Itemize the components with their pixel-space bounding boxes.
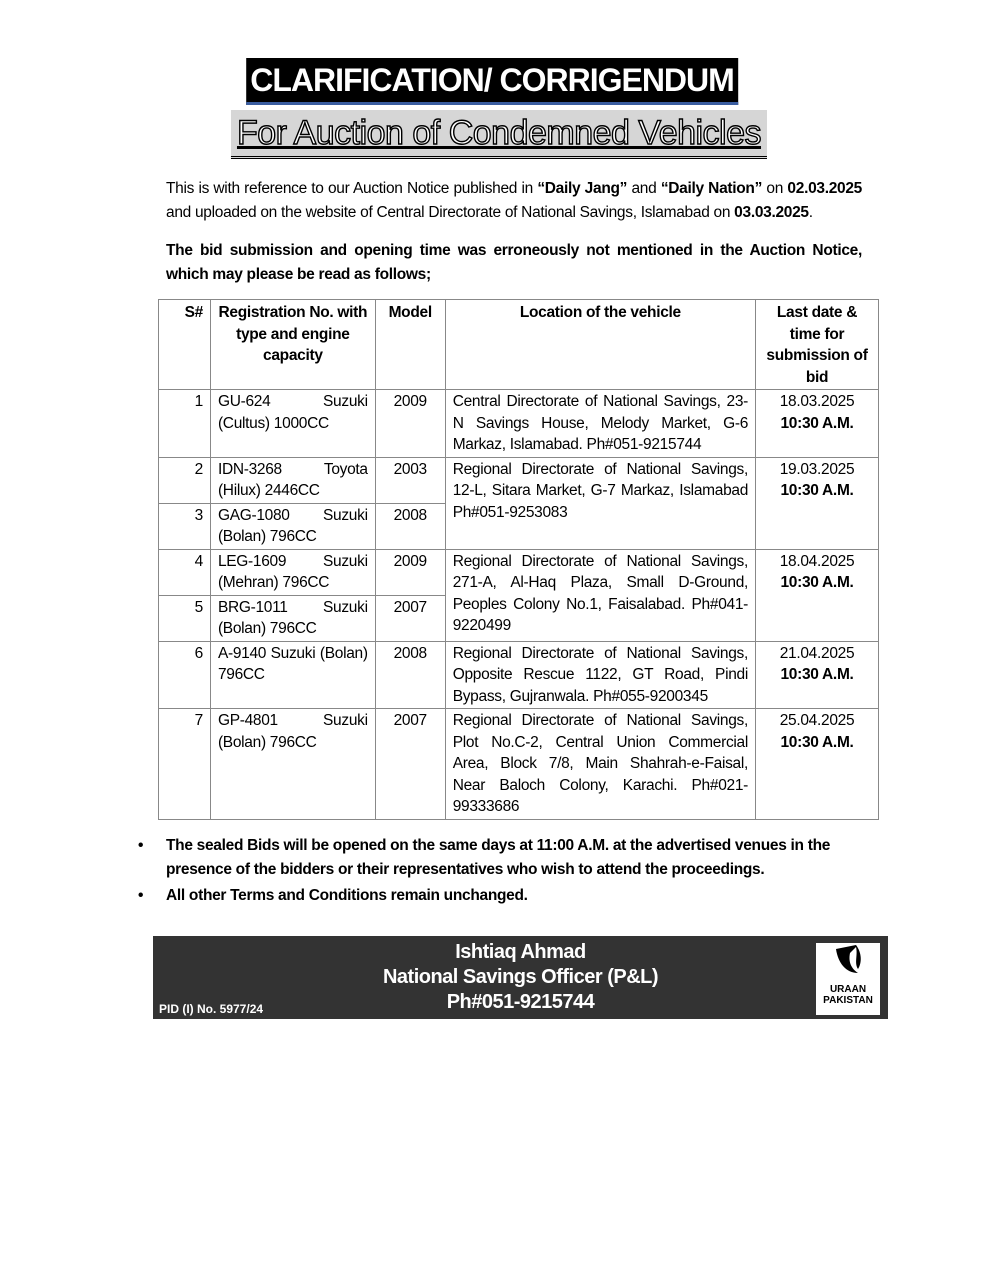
header-sn: S#: [159, 300, 211, 390]
cell-date: 18.03.2025 10:30 A.M.: [756, 390, 879, 458]
table-row: [159, 549, 879, 595]
cell-reg: A-9140 Suzuki (Bolan) 796CC: [210, 641, 375, 709]
header-registration: Registration No. with type and engine capacity: [210, 300, 375, 390]
cell-sn: 5: [159, 595, 211, 641]
cell-date: 18.04.2025 10:30 A.M.: [756, 549, 879, 641]
header-location: Location of the vehicle: [445, 300, 755, 390]
table-row: [159, 709, 879, 820]
cell-reg: GP-4801 Suzuki (Bolan) 796CC: [210, 709, 375, 820]
cell-reg: GAG-1080 Suzuki (Bolan) 796CC: [210, 503, 375, 549]
cell-sn: 2: [159, 457, 211, 503]
cell-date: 19.03.2025 10:30 A.M.: [756, 457, 879, 549]
cell-location: Regional Directorate of National Savings, Plot No.C-2, Central Union Commercial Area, Block 7/8, Main Shahrah-e-Faisal, Near Baloch Colony, Karachi. Ph#021-99333686: [445, 709, 755, 820]
signature-footer: [153, 936, 888, 1019]
cell-sn: 6: [159, 641, 211, 709]
intro-paragraph: This is with reference to our Auction Notice published in “Daily Jang” and “Daily Nation” on 02.03.2025 and uploaded on the website of Central Directorate of National Savings, Islamabad on 03.03.2025.: [166, 180, 862, 221]
cell-reg: GU-624 Suzuki (Cultus) 1000CC: [210, 390, 375, 458]
header-last-date: Last date & time for submission of bid: [756, 300, 879, 390]
cell-location: Regional Directorate of National Savings, Opposite Rescue 1122, GT Road, Pindi Bypass, Gujranwala. Ph#055-9200345: [445, 641, 755, 709]
cell-sn: 7: [159, 709, 211, 820]
cell-location: Regional Directorate of National Savings, 271-A, Al-Haq Plaza, Small D-Ground, Peoples Colony No.1, Faisalabad. Ph#041-9220499: [445, 549, 755, 641]
cell-model: 2009: [375, 549, 445, 595]
subtitle: For Auction of Condemned Vehicles: [231, 110, 767, 159]
cell-model: 2007: [375, 709, 445, 820]
table-row: [159, 457, 879, 503]
cell-sn: 3: [159, 503, 211, 549]
cell-location: Regional Directorate of National Savings, 12-L, Sitara Market, G-7 Markaz, Islamabad Ph#051-9253083: [445, 457, 755, 549]
cell-location: Central Directorate of National Savings, 23-N Savings House, Melody Market, G-6 Markaz, Islamabad. Ph#051-9215744: [445, 390, 755, 458]
cell-reg: IDN-3268 Toyota (Hilux) 2446CC: [210, 457, 375, 503]
pid-number: PID (I) No. 5977/24: [159, 1001, 264, 1016]
bullet-item: • The sealed Bids will be opened on the same days at 11:00 A.M. at the advertised venues in the presence of the bidders or their representatives who wish to attend the proceedings.: [138, 834, 862, 882]
cell-reg: LEG-1609 Suzuki (Mehran) 796CC: [210, 549, 375, 595]
cell-reg: BRG-1011 Suzuki (Bolan) 796CC: [210, 595, 375, 641]
bullet-item: • All other Terms and Conditions remain unchanged.: [138, 884, 862, 908]
header-model: Model: [375, 300, 445, 390]
table-row: [159, 641, 879, 709]
bird-icon: [828, 943, 868, 981]
cell-sn: 1: [159, 390, 211, 458]
table-row: [159, 390, 879, 458]
officer-designation: National Savings Officer (P&L): [382, 965, 659, 988]
bullet-list: [138, 834, 862, 908]
cell-model: 2007: [375, 595, 445, 641]
officer-name: Ishtiaq Ahmad: [455, 940, 586, 963]
cell-model: 2009: [375, 390, 445, 458]
notice-paragraph: The bid submission and opening time was erroneously not mentioned in the Auction Notice, which may please be read as follows;: [166, 242, 862, 283]
cell-model: 2003: [375, 457, 445, 503]
cell-sn: 4: [159, 549, 211, 595]
table-header-row: [159, 300, 879, 390]
cell-model: 2008: [375, 503, 445, 549]
document-body: [158, 177, 879, 1019]
uraan-pakistan-logo: URAAN PAKISTAN: [816, 943, 880, 1015]
officer-phone: Ph#051-9215744: [446, 990, 595, 1013]
cell-date: 25.04.2025 10:30 A.M.: [756, 709, 879, 820]
cell-model: 2008: [375, 641, 445, 709]
cell-date: 21.04.2025 10:30 A.M.: [756, 641, 879, 709]
vehicles-table: [158, 299, 879, 820]
title: CLARIFICATION/ CORRIGENDUM: [246, 58, 738, 105]
